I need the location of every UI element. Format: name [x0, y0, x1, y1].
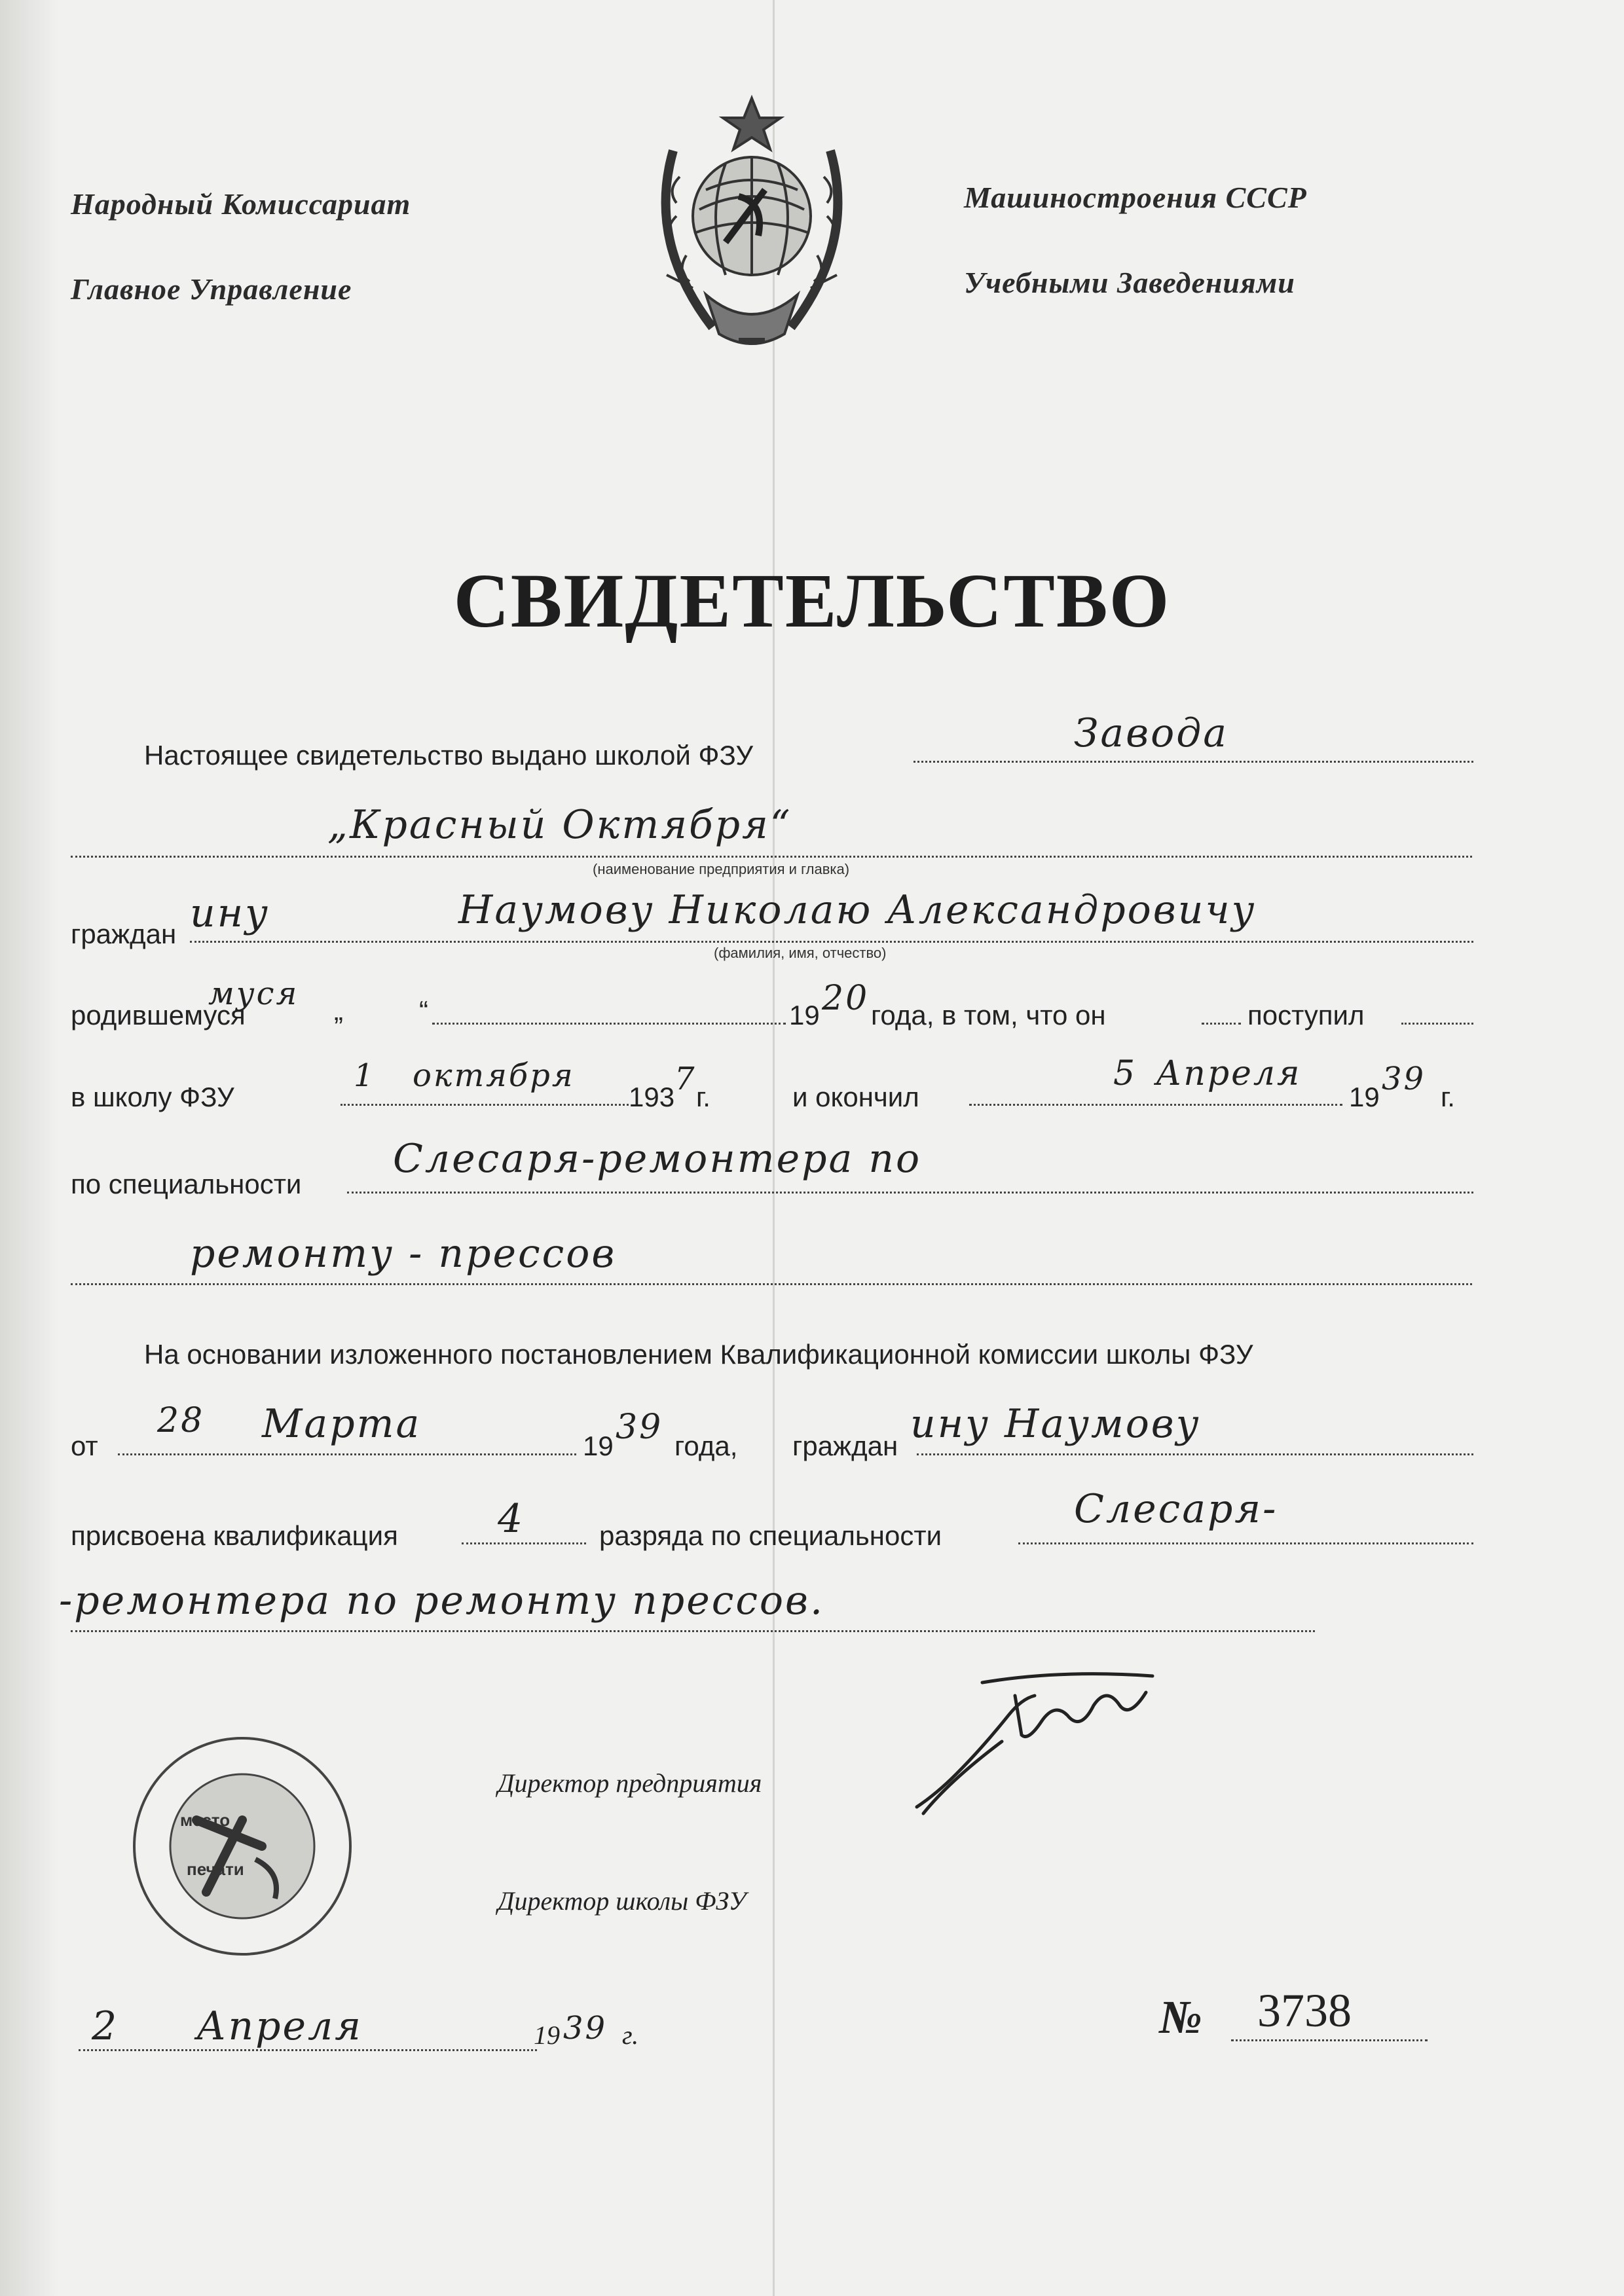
enterprise-caption: (наименование предприятия и главка): [593, 861, 850, 877]
entered-date-line: [341, 1104, 629, 1106]
school-label: в школу ФЗУ: [71, 1082, 234, 1112]
born-label: родившемуся: [71, 1000, 246, 1030]
grade-line: [462, 1542, 586, 1544]
qual-spec-handwriting-2: -ремонтера по ремонту прессов.: [59, 1578, 825, 1624]
number-line: [1231, 2039, 1428, 2041]
entered-line: [1401, 1023, 1473, 1025]
footer-date-line: [79, 2049, 537, 2051]
finished-label: и окончил: [792, 1082, 919, 1112]
citizen-line: [190, 941, 1473, 943]
director-school-label: Директор школы ФЗУ: [498, 1886, 747, 1916]
born-date-line: [432, 1023, 786, 1025]
entered-day-handwriting: 1: [354, 1057, 376, 1094]
citizen2-line: [917, 1453, 1473, 1455]
issued-by-handwriting-1: Завода: [1074, 710, 1228, 756]
specialty-handwriting-2: ремонту - прессов: [190, 1231, 617, 1277]
pronoun-line: [1202, 1023, 1241, 1025]
citizen2-label: граждан: [792, 1430, 898, 1461]
official-seal-icon: [124, 1728, 360, 1964]
born-quote-close: “: [419, 995, 428, 1026]
basis-year-prefix: 19: [583, 1430, 614, 1461]
entered-year-suffix: г.: [696, 1082, 710, 1112]
basis-year-suffix: года,: [674, 1430, 738, 1461]
header-left-line1: Народный Комиссариат: [71, 187, 411, 221]
qual-spec-handwriting-1: Слесаря-: [1074, 1486, 1278, 1532]
footer-year-suffix: г.: [622, 2020, 639, 2050]
finished-year-suffix: г.: [1441, 1082, 1455, 1112]
issued-by-line: [913, 761, 1473, 763]
finished-year-handwriting: 39: [1382, 1061, 1426, 1097]
footer-month-handwriting: Апреля: [196, 2003, 363, 2049]
specialty-line-1: [347, 1192, 1473, 1194]
grade-label: разряда по специальности: [599, 1520, 942, 1551]
header-left: [71, 185, 411, 355]
born-year-suffix: года, в том, что он: [871, 1000, 1106, 1030]
scan-shadow: [0, 0, 59, 2296]
born-quote-open: „: [334, 995, 343, 1026]
specialty-handwriting-1: Слесаря-ремонтера по: [393, 1136, 922, 1182]
qual-spec-line-2: [71, 1630, 1315, 1632]
finished-month-handwriting: Апреля: [1156, 1054, 1302, 1093]
issued-by-label: Настоящее свидетельство выдано школой ФЗУ: [144, 740, 754, 771]
header-left-line2: Главное Управление: [71, 272, 352, 306]
header-right: [964, 178, 1307, 348]
finished-date-line: [969, 1104, 1342, 1106]
enterprise-line: [71, 856, 1472, 858]
certificate-number: 3738: [1257, 1984, 1352, 2037]
entered-year-handwriting: 7: [674, 1061, 697, 1097]
footer-year-handwriting: 39: [563, 2010, 608, 2047]
specialty-line-2: [71, 1283, 1472, 1285]
born-suffix-handwriting: муся: [208, 975, 299, 1012]
grade-handwriting: 4: [498, 1496, 525, 1542]
document-title: СВИДЕТЕЛЬСТВО: [453, 558, 1171, 644]
entered-label: поступил: [1247, 1000, 1365, 1030]
number-sign: №: [1159, 1991, 1202, 2043]
ussr-emblem-icon: [627, 79, 876, 367]
director-signature-icon: [904, 1656, 1205, 1820]
footer-year-prefix: 19: [534, 2020, 560, 2050]
header-right-line1: Машиностроения СССР: [964, 181, 1307, 214]
born-year-prefix: 19: [789, 1000, 820, 1030]
finished-day-handwriting: 5: [1113, 1054, 1137, 1093]
specialty-label: по специальности: [71, 1169, 302, 1199]
basis-year-handwriting: 39: [616, 1408, 663, 1447]
stamp-place-line2: печати: [187, 1859, 244, 1879]
name-caption: (фамилия, имя, отчество): [714, 945, 887, 961]
qual-spec-line-1: [1018, 1542, 1473, 1544]
entered-month-handwriting: октября: [413, 1057, 575, 1094]
header-right-line2: Учебными Заведениями: [964, 266, 1295, 299]
basis-label: На основании изложенного постановлением Квалификационной комиссии школы ФЗУ: [144, 1339, 1253, 1370]
basis-day-handwriting: 28: [157, 1401, 205, 1440]
stamp-place-line1: место: [180, 1810, 231, 1830]
citizen-label: граждан: [71, 919, 177, 949]
entered-year-prefix: 193: [629, 1082, 675, 1112]
director-enterprise-label: Директор предприятия: [498, 1768, 762, 1798]
basis-date-line: [118, 1453, 576, 1455]
citizen-name-handwriting: Наумову Николаю Александровичу: [458, 887, 1257, 933]
footer-day-handwriting: 2: [92, 2003, 119, 2049]
from-label: от: [71, 1430, 98, 1461]
finished-year-prefix: 19: [1349, 1082, 1380, 1112]
born-year-handwriting: 20: [822, 979, 870, 1018]
qualification-label: присвоена квалификация: [71, 1520, 398, 1551]
citizen-suffix-handwriting: ину: [190, 890, 270, 936]
citizen2-handwriting: ину Наумову: [910, 1401, 1201, 1447]
issued-by-handwriting-2: „Красный Октября“: [327, 802, 792, 848]
basis-month-handwriting: Марта: [262, 1401, 422, 1447]
